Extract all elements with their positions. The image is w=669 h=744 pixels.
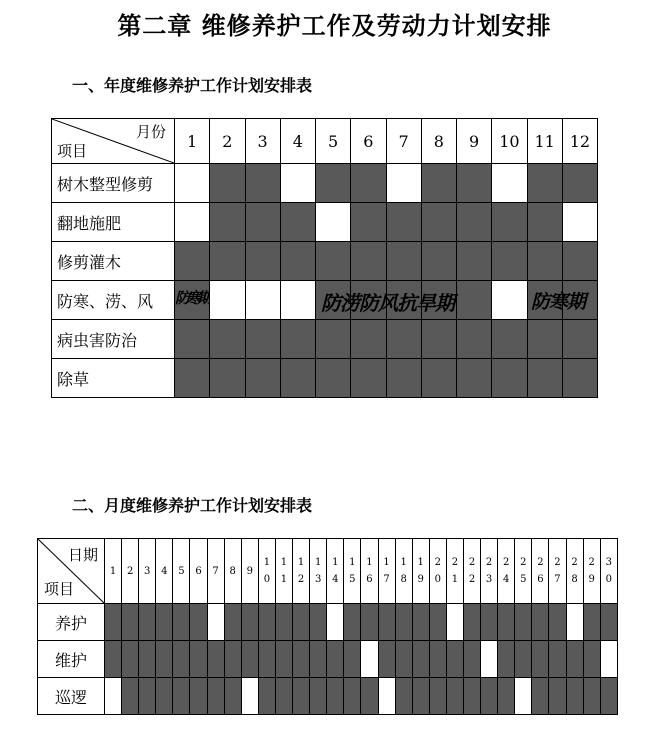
day-header (310, 539, 327, 604)
scheduled-cell (386, 242, 421, 281)
scheduled-cell (562, 320, 597, 359)
scheduled-cell (139, 641, 156, 678)
month-header: 9 (457, 119, 492, 164)
empty-cell (562, 203, 597, 242)
day-header-text: 4 (161, 565, 168, 577)
empty-cell (280, 281, 315, 320)
day-header-text: 2 5 (520, 557, 527, 585)
scheduled-cell (275, 641, 292, 678)
day-header (207, 539, 224, 604)
cold-period-label-start: 防寒期 (175, 289, 209, 307)
scheduled-cell (351, 359, 386, 398)
day-header-text: 8 (229, 565, 236, 577)
day-header (344, 539, 361, 604)
scheduled-cell (515, 641, 532, 678)
day-header (139, 539, 156, 604)
scheduled-cell (258, 678, 275, 715)
scheduled-cell (457, 164, 492, 203)
month-header: 11 (527, 119, 562, 164)
empty-cell (316, 203, 351, 242)
day-header (327, 539, 344, 604)
scheduled-cell (351, 320, 386, 359)
day-header-text: 3 0 (605, 557, 612, 585)
day-header-text: 2 4 (503, 557, 510, 585)
scheduled-cell (463, 678, 480, 715)
day-header-text: 1 4 (332, 557, 339, 585)
scheduled-cell (429, 604, 446, 641)
day-header (600, 539, 617, 604)
scheduled-cell (421, 203, 456, 242)
scheduled-cell (527, 320, 562, 359)
empty-cell (207, 604, 224, 641)
scheduled-cell (156, 604, 173, 641)
scheduled-cell (105, 641, 122, 678)
scheduled-cell (105, 604, 122, 641)
day-header (275, 539, 292, 604)
scheduled-cell (421, 164, 456, 203)
row-label: 维护 (38, 641, 105, 678)
table-row (52, 203, 598, 242)
empty-cell (566, 604, 583, 641)
corner-date-label: 日期 (67, 546, 98, 564)
scheduled-cell (527, 164, 562, 203)
scheduled-cell (316, 242, 351, 281)
scheduled-cell (210, 320, 245, 359)
empty-cell (515, 678, 532, 715)
monthly-heading: 二、月度维修养护工作计划安排表 (72, 496, 313, 515)
day-header-text: 5 (178, 565, 185, 577)
scheduled-cell (293, 641, 310, 678)
monthly-schedule-table (37, 538, 618, 715)
scheduled-cell (210, 359, 245, 398)
day-header-text: 1 2 (297, 557, 305, 585)
day-header (583, 539, 600, 604)
scheduled-cell (600, 604, 617, 641)
day-header-text: 6 (195, 565, 202, 577)
scheduled-cell (344, 678, 361, 715)
day-header-text: 2 8 (571, 557, 578, 585)
scheduled-cell (316, 164, 351, 203)
scheduled-cell (139, 678, 156, 715)
table-row (38, 678, 618, 715)
scheduled-cell (549, 678, 566, 715)
scheduled-cell (446, 641, 463, 678)
scheduled-cell (386, 359, 421, 398)
scheduled-cell (327, 678, 344, 715)
scheduled-cell (224, 604, 241, 641)
corner-item-label: 项目 (57, 142, 88, 160)
day-header (498, 539, 515, 604)
empty-cell (105, 678, 122, 715)
month-header: 6 (351, 119, 386, 164)
scheduled-cell (566, 678, 583, 715)
table-row (52, 359, 598, 398)
day-header (532, 539, 549, 604)
scheduled-cell (583, 641, 600, 678)
scheduled-cell (173, 604, 190, 641)
scheduled-cell (429, 678, 446, 715)
scheduled-cell (566, 641, 583, 678)
day-header (515, 539, 532, 604)
scheduled-cell (457, 203, 492, 242)
scheduled-cell (378, 604, 395, 641)
day-header (361, 539, 378, 604)
scheduled-cell (492, 242, 527, 281)
scheduled-cell (175, 359, 210, 398)
scheduled-cell (190, 678, 207, 715)
empty-cell (361, 641, 378, 678)
scheduled-cell (515, 604, 532, 641)
empty-cell (241, 678, 258, 715)
day-header-text: 7 (212, 565, 219, 577)
scheduled-cell (395, 678, 412, 715)
scheduled-cell (280, 242, 315, 281)
scheduled-cell (156, 678, 173, 715)
month-header: 8 (421, 119, 456, 164)
scheduled-cell (562, 164, 597, 203)
scheduled-cell (412, 678, 429, 715)
scheduled-cell (498, 604, 515, 641)
scheduled-cell (412, 604, 429, 641)
scheduled-cell (492, 320, 527, 359)
row-label: 巡逻 (38, 678, 105, 715)
day-header-text: 2 6 (537, 557, 544, 585)
scheduled-cell (139, 604, 156, 641)
scheduled-cell (275, 604, 292, 641)
scheduled-cell (562, 242, 597, 281)
day-header (378, 539, 395, 604)
page-title: 第二章 维修养护工作及劳动力计划安排 (117, 11, 552, 40)
scheduled-cell (498, 678, 515, 715)
scheduled-cell (429, 641, 446, 678)
empty-cell (481, 641, 498, 678)
scheduled-cell (481, 678, 498, 715)
scheduled-cell (386, 320, 421, 359)
scheduled-cell (532, 604, 549, 641)
scheduled-cell (280, 320, 315, 359)
scheduled-cell (361, 678, 378, 715)
day-header-text: 1 3 (314, 557, 322, 585)
row-label: 修剪灌木 (52, 242, 175, 281)
scheduled-cell (258, 641, 275, 678)
scheduled-cell (457, 281, 492, 320)
scheduled-cell (310, 641, 327, 678)
scheduled-cell (463, 604, 480, 641)
day-header-text: 2 1 (451, 557, 459, 585)
scheduled-cell (293, 678, 310, 715)
day-header-text: 1 6 (366, 557, 373, 585)
day-header-text: 1 5 (349, 557, 356, 585)
day-header-text: 9 (246, 565, 253, 577)
scheduled-cell (207, 641, 224, 678)
empty-cell (280, 164, 315, 203)
scheduled-cell (395, 604, 412, 641)
day-header (446, 539, 463, 604)
empty-cell (600, 641, 617, 678)
row-label: 养护 (38, 604, 105, 641)
empty-cell (175, 203, 210, 242)
scheduled-cell (280, 203, 315, 242)
empty-cell (492, 281, 527, 320)
scheduled-cell (327, 641, 344, 678)
scheduled-cell (386, 203, 421, 242)
row-label: 树木整型修剪 (52, 164, 175, 203)
day-header (463, 539, 480, 604)
day-header-text: 1 (109, 565, 117, 577)
empty-cell (492, 164, 527, 203)
scheduled-cell (175, 242, 210, 281)
empty-cell (245, 281, 280, 320)
scheduled-cell (122, 678, 139, 715)
scheduled-cell (378, 641, 395, 678)
scheduled-cell (481, 604, 498, 641)
annual-heading: 一、年度维修养护工作计划安排表 (72, 76, 313, 95)
scheduled-cell (457, 320, 492, 359)
scheduled-cell (245, 164, 280, 203)
scheduled-cell (316, 320, 351, 359)
month-header: 5 (316, 119, 351, 164)
empty-cell (378, 678, 395, 715)
scheduled-cell (498, 641, 515, 678)
day-header (481, 539, 498, 604)
scheduled-cell (583, 678, 600, 715)
scheduled-cell (245, 320, 280, 359)
scheduled-cell (280, 359, 315, 398)
corner-cell (52, 119, 175, 164)
row-label: 病虫害防治 (52, 320, 175, 359)
day-header-text: 2 7 (554, 557, 561, 585)
day-header-text: 2 0 (434, 557, 442, 585)
empty-cell (386, 164, 421, 203)
scheduled-cell (463, 641, 480, 678)
scheduled-cell (156, 641, 173, 678)
day-header (156, 539, 173, 604)
flood-wind-drought-period-label: 防涝防风抗旱期 (321, 291, 454, 315)
scheduled-cell (361, 604, 378, 641)
scheduled-cell (492, 359, 527, 398)
day-header (241, 539, 258, 604)
scheduled-cell (395, 641, 412, 678)
month-header: 7 (386, 119, 421, 164)
day-header (293, 539, 310, 604)
scheduled-cell (190, 604, 207, 641)
corner-item-label: 项目 (44, 580, 75, 598)
scheduled-cell (245, 242, 280, 281)
day-header (105, 539, 122, 604)
day-header (549, 539, 566, 604)
scheduled-cell (412, 641, 429, 678)
day-header (173, 539, 190, 604)
month-header: 10 (492, 119, 527, 164)
scheduled-cell (241, 604, 258, 641)
scheduled-cell (549, 641, 566, 678)
row-label: 防寒、涝、风 (52, 281, 175, 320)
scheduled-cell (210, 164, 245, 203)
scheduled-cell (583, 604, 600, 641)
scheduled-cell (600, 678, 617, 715)
scheduled-cell (210, 203, 245, 242)
month-header: 1 (175, 119, 210, 164)
scheduled-cell (207, 678, 224, 715)
scheduled-cell (122, 641, 139, 678)
scheduled-cell (224, 641, 241, 678)
cold-period-label-end: 防寒期 (531, 291, 586, 313)
scheduled-cell (245, 203, 280, 242)
scheduled-cell (173, 641, 190, 678)
day-header (258, 539, 275, 604)
scheduled-cell (457, 242, 492, 281)
scheduled-cell (344, 641, 361, 678)
corner-month-label: 月份 (135, 123, 166, 141)
scheduled-cell (293, 604, 310, 641)
corner-cell (38, 539, 105, 604)
scheduled-cell (532, 641, 549, 678)
scheduled-cell (527, 359, 562, 398)
month-header: 12 (562, 119, 597, 164)
scheduled-cell (421, 359, 456, 398)
empty-cell (327, 604, 344, 641)
day-header (122, 539, 139, 604)
scheduled-cell (210, 242, 245, 281)
scheduled-cell (457, 359, 492, 398)
annual-schedule-table (51, 118, 598, 398)
table-row (52, 164, 598, 203)
scheduled-cell (344, 604, 361, 641)
scheduled-cell (549, 604, 566, 641)
table-row (52, 242, 598, 281)
scheduled-cell (224, 678, 241, 715)
scheduled-cell (446, 678, 463, 715)
scheduled-cell (310, 678, 327, 715)
day-header-text: 3 (144, 565, 151, 577)
day-header-text: 1 0 (263, 557, 271, 585)
day-header-text: 1 8 (400, 557, 407, 585)
day-header (412, 539, 429, 604)
table-row (52, 320, 598, 359)
scheduled-cell (562, 359, 597, 398)
table-row (38, 604, 618, 641)
empty-cell (175, 164, 210, 203)
scheduled-cell (421, 242, 456, 281)
scheduled-cell (173, 678, 190, 715)
scheduled-cell (532, 678, 549, 715)
day-header (429, 539, 446, 604)
scheduled-cell (245, 359, 280, 398)
scheduled-cell (190, 641, 207, 678)
day-header-text: 1 1 (280, 557, 288, 585)
scheduled-cell (122, 604, 139, 641)
scheduled-cell (175, 320, 210, 359)
day-header-text: 2 2 (468, 557, 476, 585)
scheduled-cell (421, 320, 456, 359)
day-header-text: 2 3 (485, 557, 493, 585)
row-label: 除草 (52, 359, 175, 398)
month-header: 4 (280, 119, 315, 164)
scheduled-cell (258, 604, 275, 641)
empty-cell (446, 604, 463, 641)
scheduled-cell (527, 242, 562, 281)
day-header-text: 1 7 (383, 557, 390, 585)
scheduled-cell (351, 242, 386, 281)
day-header (190, 539, 207, 604)
month-header: 2 (210, 119, 245, 164)
table-row (38, 641, 618, 678)
day-header (224, 539, 241, 604)
scheduled-cell (275, 678, 292, 715)
scheduled-cell (310, 604, 327, 641)
scheduled-cell (351, 203, 386, 242)
day-header (395, 539, 412, 604)
scheduled-cell (492, 203, 527, 242)
day-header-text: 1 9 (417, 557, 424, 585)
scheduled-cell (351, 164, 386, 203)
scheduled-cell (527, 203, 562, 242)
day-header (566, 539, 583, 604)
empty-cell (210, 281, 245, 320)
scheduled-cell (241, 641, 258, 678)
scheduled-cell (316, 359, 351, 398)
day-header-text: 2 9 (588, 557, 595, 585)
month-header: 3 (245, 119, 280, 164)
row-label: 翻地施肥 (52, 203, 175, 242)
day-header-text: 2 (126, 565, 134, 577)
